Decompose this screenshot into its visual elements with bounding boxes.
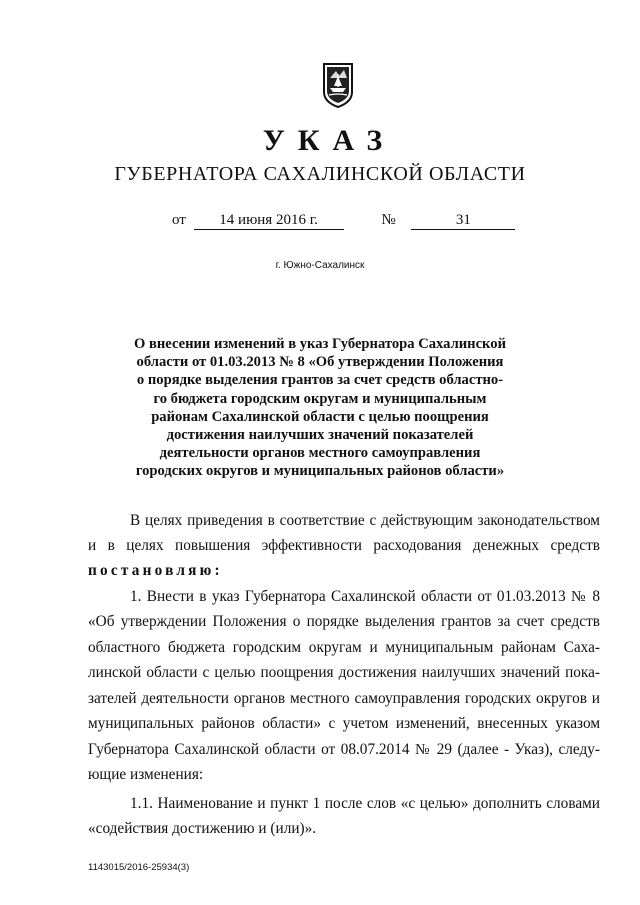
- heading-line: достижения наилучших значений показателей: [166, 427, 474, 444]
- number-prefix: №: [381, 212, 396, 228]
- body-line: зателей деятельности органов местного самоуправления городских округов и: [88, 690, 600, 707]
- body-line: 1. Внести в указ Губернатора Сахалинской области от 01.03.2013 № 8: [130, 588, 600, 605]
- body-line: «Об утверждении Положения о порядке выделения грантов за счет средств: [88, 613, 600, 630]
- date-prefix: от: [172, 212, 186, 228]
- document-type-title: УКАЗ: [262, 124, 396, 157]
- heading-line: области от 01.03.2013 № 8 «Об утверждении Положения: [136, 354, 504, 371]
- document-heading: [110, 335, 530, 481]
- coat-of-arms-icon: [322, 62, 354, 108]
- decree-word: постановляю:: [88, 562, 223, 579]
- date-number-line: [172, 212, 515, 230]
- heading-line: о порядке выделения грантов за счет средств областно-: [136, 372, 504, 389]
- body-line: «содействия достижению и (или)».: [88, 820, 317, 837]
- body-line: ющие изменения:: [88, 766, 204, 783]
- document-number: 31: [411, 212, 515, 230]
- document-code: 1143015/2016-25934(3): [88, 862, 190, 873]
- heading-line: О внесении изменений в указ Губернатора Сахалинской: [134, 336, 506, 352]
- issuer-title: ГУБЕРНАТОРА САХАЛИНСКОЙ ОБЛАСТИ: [114, 163, 526, 185]
- heading-line: районам Сахалинской области с целью поощрения: [151, 408, 489, 425]
- body-line: муниципальных районов области» с учетом изменений, внесенных указом: [88, 715, 600, 732]
- document-date: 14 июня 2016 г.: [194, 212, 344, 230]
- body-line: В целях приведения в соответствие с действующим законодательством: [130, 512, 600, 529]
- city-label: г. Южно-Сахалинск: [275, 260, 365, 271]
- body-line: и в целях повышения эффективности расходования денежных средств: [88, 537, 600, 554]
- body-line: линской области с целью поощрения достижения наилучших значений пока-: [88, 664, 600, 681]
- heading-line: деятельности органов местного самоуправления: [159, 445, 481, 462]
- body-line: Губернатора Сахалинской области от 08.07.2014 № 29 (далее - Указ), следу-: [88, 741, 600, 758]
- heading-line: го бюджета городским округам и муниципальным: [153, 390, 487, 407]
- body-line: 1.1. Наименование и пункт 1 после слов «с целью» дополнить словами: [130, 795, 600, 812]
- heading-line: городских округов и муниципальных районов области»: [135, 463, 505, 480]
- body-line: областного бюджета городским округам и муниципальным районам Саха-: [88, 639, 600, 656]
